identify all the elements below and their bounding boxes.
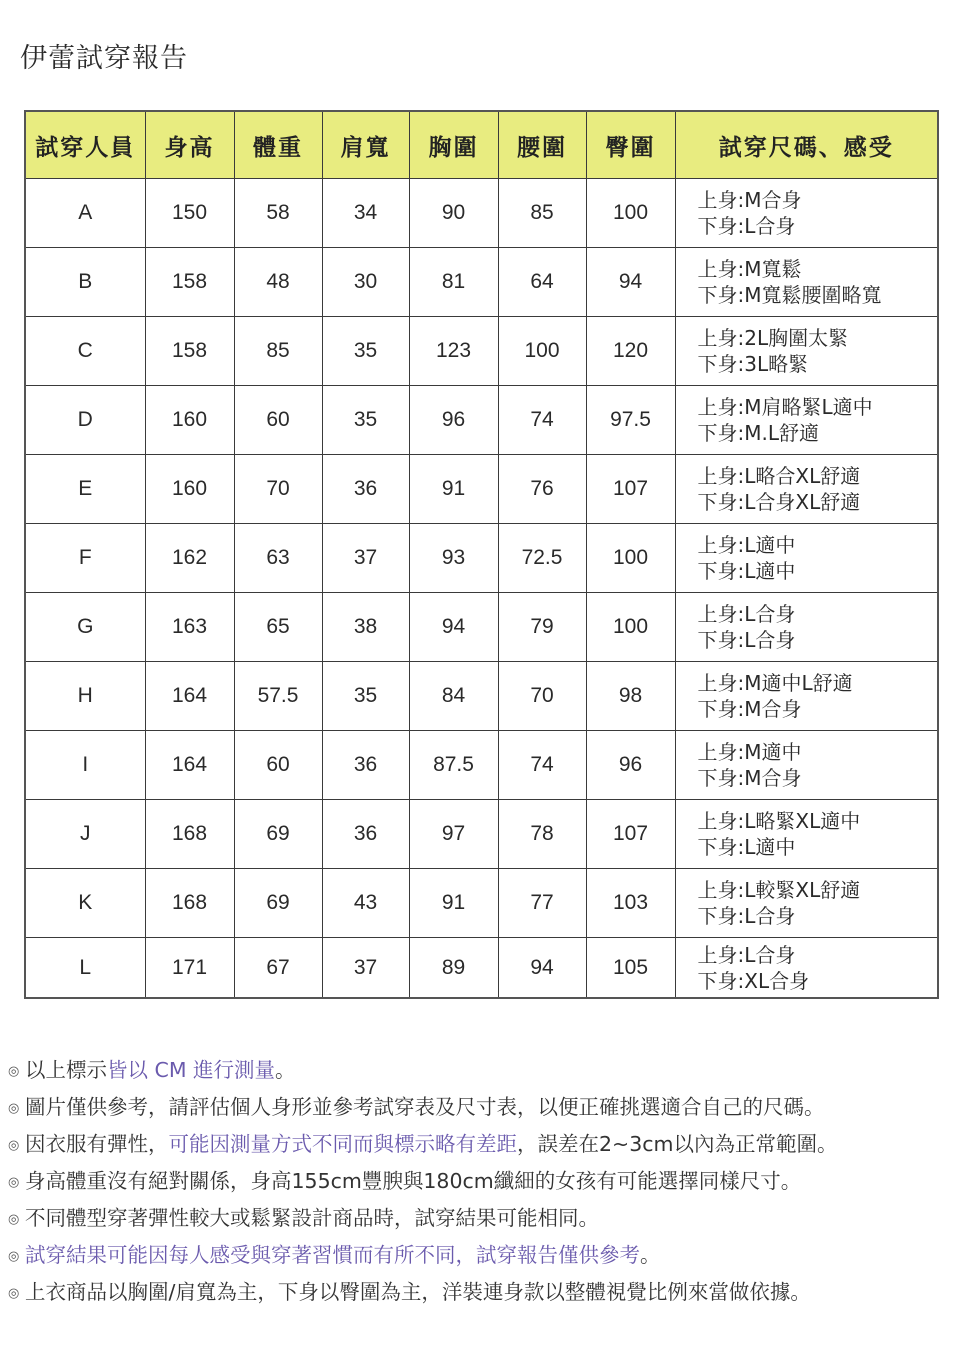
cell-waist: 64 [498, 248, 586, 317]
cell-shoulder: 35 [322, 662, 409, 731]
cell-chest: 91 [409, 869, 498, 938]
cell-size-feeling [675, 869, 938, 938]
cell-person: C [25, 317, 145, 386]
cell-chest: 94 [409, 593, 498, 662]
cell-chest: 81 [409, 248, 498, 317]
bottom-size-feeling: 下身:M.L舒適 [697, 421, 819, 445]
cell-shoulder: 35 [322, 386, 409, 455]
top-size-feeling: 上身:L較緊XL舒適 [697, 878, 861, 902]
top-size-feeling: 上身:M合身 [697, 188, 802, 212]
note-item [8, 1200, 958, 1237]
top-size-feeling: 上身:M適中 [697, 740, 802, 764]
cell-hip: 100 [586, 179, 675, 248]
cell-hip: 100 [586, 593, 675, 662]
cell-weight: 48 [234, 248, 322, 317]
cell-waist: 94 [498, 938, 586, 999]
top-size-feeling: 上身:M寬鬆 [697, 257, 802, 281]
table-header-row [25, 111, 938, 179]
bottom-size-feeling: 下身:L合身 [697, 214, 796, 238]
note-text: 。 [640, 1243, 661, 1267]
cell-size-feeling [675, 524, 938, 593]
header-person: 試穿人員 [25, 111, 145, 179]
cell-height: 168 [145, 869, 234, 938]
cell-size-feeling [675, 179, 938, 248]
cell-person: J [25, 800, 145, 869]
bullet-icon: ◎ [8, 1101, 20, 1116]
cell-weight: 85 [234, 317, 322, 386]
bottom-size-feeling: 下身:M寬鬆腰圍略寬 [697, 283, 882, 307]
cell-height: 171 [145, 938, 234, 999]
cell-shoulder: 36 [322, 731, 409, 800]
bottom-size-feeling: 下身:L合身XL舒適 [697, 490, 861, 514]
cell-shoulder: 37 [322, 938, 409, 999]
cell-chest: 90 [409, 179, 498, 248]
cell-person: H [25, 662, 145, 731]
bottom-size-feeling: 下身:M合身 [697, 697, 802, 721]
cell-height: 158 [145, 317, 234, 386]
cell-person: I [25, 731, 145, 800]
note-text: 。 [275, 1058, 296, 1082]
cell-weight: 69 [234, 869, 322, 938]
table-row [25, 869, 938, 938]
table-row [25, 800, 938, 869]
cell-waist: 70 [498, 662, 586, 731]
cell-weight: 60 [234, 386, 322, 455]
fitting-report-table [24, 110, 939, 999]
bullet-icon: ◎ [8, 1064, 20, 1079]
cell-waist: 74 [498, 386, 586, 455]
cell-hip: 94 [586, 248, 675, 317]
header-hip: 臀圍 [586, 111, 675, 179]
bullet-icon: ◎ [8, 1286, 20, 1301]
top-size-feeling: 上身:L合身 [697, 942, 796, 967]
note-text: 身高體重沒有絕對關係，身高155cm豐腴與180cm纖細的女孩有可能選擇同樣尺寸。 [25, 1169, 802, 1193]
cell-person: B [25, 248, 145, 317]
cell-waist: 100 [498, 317, 586, 386]
cell-hip: 103 [586, 869, 675, 938]
bottom-size-feeling: 下身:L合身 [697, 628, 796, 652]
cell-person: A [25, 179, 145, 248]
cell-size-feeling [675, 317, 938, 386]
top-size-feeling: 上身:2L胸圍太緊 [697, 326, 849, 350]
note-text: 因衣服有彈性， [25, 1132, 169, 1156]
bullet-icon: ◎ [8, 1138, 20, 1153]
cell-shoulder: 36 [322, 455, 409, 524]
cell-hip: 105 [586, 938, 675, 999]
cell-waist: 85 [498, 179, 586, 248]
cell-chest: 84 [409, 662, 498, 731]
cell-shoulder: 36 [322, 800, 409, 869]
cell-height: 150 [145, 179, 234, 248]
top-size-feeling: 上身:L略緊XL適中 [697, 809, 861, 833]
cell-height: 160 [145, 455, 234, 524]
cell-hip: 98 [586, 662, 675, 731]
bottom-size-feeling: 下身:XL合身 [697, 968, 810, 993]
cell-weight: 57.5 [234, 662, 322, 731]
cell-hip: 97.5 [586, 386, 675, 455]
table-row [25, 179, 938, 248]
table-row [25, 662, 938, 731]
note-text: ，誤差在2~3cm以內為正常範圍。 [517, 1132, 838, 1156]
cell-waist: 74 [498, 731, 586, 800]
cell-height: 163 [145, 593, 234, 662]
table-row [25, 317, 938, 386]
cell-person: F [25, 524, 145, 593]
cell-shoulder: 34 [322, 179, 409, 248]
cell-person: K [25, 869, 145, 938]
cell-hip: 107 [586, 455, 675, 524]
note-text: 以上標示 [25, 1058, 107, 1082]
cell-chest: 123 [409, 317, 498, 386]
cell-person: L [25, 938, 145, 999]
table-row [25, 455, 938, 524]
cell-size-feeling [675, 800, 938, 869]
table-row [25, 386, 938, 455]
bottom-size-feeling: 下身:L適中 [697, 559, 796, 583]
cell-person: G [25, 593, 145, 662]
header-shoulder: 肩寬 [322, 111, 409, 179]
cell-shoulder: 30 [322, 248, 409, 317]
cell-height: 162 [145, 524, 234, 593]
notes-list [8, 1052, 958, 1311]
cell-waist: 72.5 [498, 524, 586, 593]
top-size-feeling: 上身:L適中 [697, 533, 796, 557]
cell-height: 164 [145, 662, 234, 731]
header-chest: 胸圍 [409, 111, 498, 179]
header-height: 身高 [145, 111, 234, 179]
note-text: 不同體型穿著彈性較大或鬆緊設計商品時，試穿結果可能相同。 [25, 1206, 599, 1230]
cell-shoulder: 38 [322, 593, 409, 662]
bottom-size-feeling: 下身:L合身 [697, 904, 796, 928]
cell-weight: 58 [234, 179, 322, 248]
header-size-feeling: 試穿尺碼、感受 [675, 111, 938, 179]
cell-height: 168 [145, 800, 234, 869]
bottom-size-feeling: 下身:3L略緊 [697, 352, 809, 376]
cell-chest: 96 [409, 386, 498, 455]
cell-height: 158 [145, 248, 234, 317]
note-item [8, 1274, 958, 1311]
note-highlight: 可能因測量方式不同而與標示略有差距 [168, 1132, 517, 1156]
top-size-feeling: 上身:L合身 [697, 602, 796, 626]
cell-chest: 87.5 [409, 731, 498, 800]
page-title: 伊蕾試穿報告 [20, 43, 188, 74]
cell-chest: 91 [409, 455, 498, 524]
cell-weight: 70 [234, 455, 322, 524]
note-text: 圖片僅供參考，請評估個人身形並參考試穿表及尺寸表，以便正確挑選適合自己的尺碼。 [25, 1095, 825, 1119]
cell-person: E [25, 455, 145, 524]
cell-waist: 78 [498, 800, 586, 869]
cell-chest: 93 [409, 524, 498, 593]
cell-size-feeling [675, 938, 938, 999]
cell-weight: 65 [234, 593, 322, 662]
note-item [8, 1089, 958, 1126]
cell-hip: 100 [586, 524, 675, 593]
bottom-size-feeling: 下身:M合身 [697, 766, 802, 790]
note-item [8, 1163, 958, 1200]
note-highlight: 皆以 CM 進行測量 [107, 1058, 276, 1082]
cell-chest: 89 [409, 938, 498, 999]
cell-size-feeling [675, 731, 938, 800]
cell-height: 164 [145, 731, 234, 800]
table-row [25, 524, 938, 593]
top-size-feeling: 上身:L略合XL舒適 [697, 464, 861, 488]
cell-size-feeling [675, 455, 938, 524]
note-item [8, 1237, 958, 1274]
top-size-feeling: 上身:M肩略緊L適中 [697, 395, 873, 419]
cell-hip: 96 [586, 731, 675, 800]
table-row [25, 248, 938, 317]
note-highlight: 試穿結果可能因每人感受與穿著習慣而有所不同，試穿報告僅供參考 [25, 1243, 640, 1267]
top-size-feeling: 上身:M適中L舒適 [697, 671, 853, 695]
cell-waist: 77 [498, 869, 586, 938]
cell-weight: 67 [234, 938, 322, 999]
cell-hip: 107 [586, 800, 675, 869]
header-waist: 腰圍 [498, 111, 586, 179]
cell-size-feeling [675, 386, 938, 455]
header-weight: 體重 [234, 111, 322, 179]
cell-person: D [25, 386, 145, 455]
cell-hip: 120 [586, 317, 675, 386]
cell-shoulder: 43 [322, 869, 409, 938]
cell-size-feeling [675, 248, 938, 317]
cell-waist: 76 [498, 455, 586, 524]
note-item [8, 1126, 958, 1163]
bullet-icon: ◎ [8, 1249, 20, 1264]
table-row [25, 593, 938, 662]
bottom-size-feeling: 下身:L適中 [697, 835, 796, 859]
table-row [25, 731, 938, 800]
cell-chest: 97 [409, 800, 498, 869]
cell-weight: 63 [234, 524, 322, 593]
cell-waist: 79 [498, 593, 586, 662]
cell-shoulder: 35 [322, 317, 409, 386]
bullet-icon: ◎ [8, 1212, 20, 1227]
cell-height: 160 [145, 386, 234, 455]
cell-weight: 60 [234, 731, 322, 800]
cell-shoulder: 37 [322, 524, 409, 593]
cell-size-feeling [675, 593, 938, 662]
note-text: 上衣商品以胸圍/肩寬為主，下身以臀圍為主，洋裝連身款以整體視覺比例來當做依據。 [25, 1280, 811, 1304]
cell-size-feeling [675, 662, 938, 731]
note-item [8, 1052, 958, 1089]
bullet-icon: ◎ [8, 1175, 20, 1190]
cell-weight: 69 [234, 800, 322, 869]
table-row [25, 938, 938, 999]
